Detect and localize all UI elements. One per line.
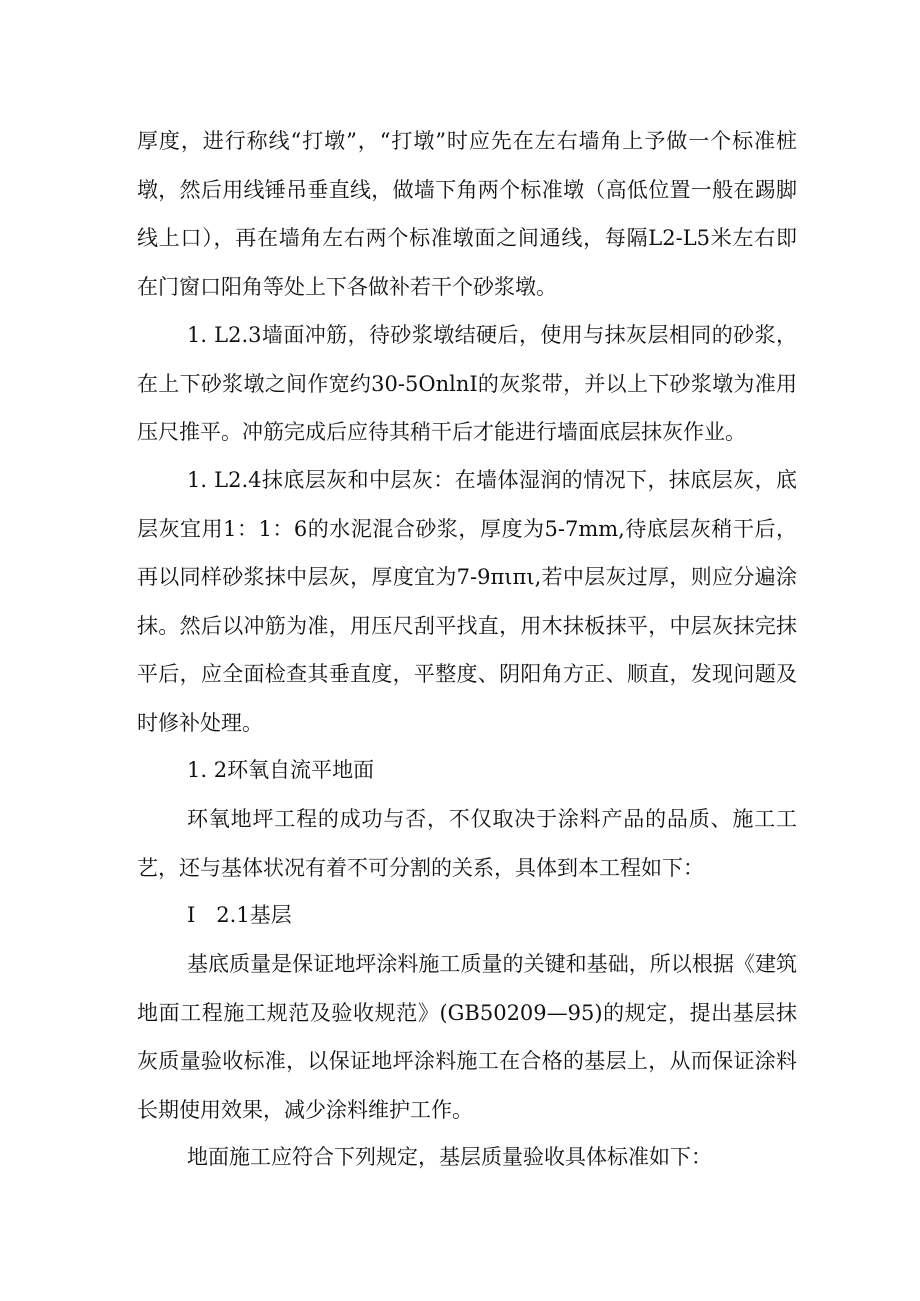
section-heading-base-layer: I 2.1基层 — [187, 903, 292, 927]
paragraph-base-coat: 1. L2.4抹底层灰和中层灰：在墙体湿润的情况下，抹底层灰，底层灰宜用1：1：6的水泥混合砂浆，厚度为5-7mm,待底层灰稍干后，再以同样砂浆抹中层灰，厚度宜为7-9πιπι,若中层灰过厚，则应分遍涂抹。然后以冲筋为准，用压尺刮平找直，用木抹板抹平，中层灰抹完抹平后，应全面检查其垂直度，平整度、阴阳角方正、顺直，发现问题及时修补处理。 — [137, 468, 797, 735]
paragraph-base-quality: 基底质量是保证地坪涂料施工质量的关键和基础，所以根据《建筑地面工程施工规范及验收规范》(GB50209—95)的规定，提出基层抹灰质量验收标准，以保证地坪涂料施工在合格的基层上，从而保证涂料长期使用效果，减少涂料维护工作。 — [137, 952, 797, 1122]
paragraph-acceptance-standard: 地面施工应符合下列规定，基层质量验收具体标准如下： — [187, 1145, 712, 1169]
paragraph-epoxy-intro: 环氧地坪工程的成功与否，不仅取决于涂料产品的品质、施工工艺，还与基体状况有着不可分割的关系，具体到本工程如下： — [137, 807, 797, 880]
paragraph-wall-screed: 1. L2.3墙面冲筋，待砂浆墩结硬后，使用与抹灰层相同的砂浆，在上下砂浆墩之间作宽约30-5OnlnI的灰浆带，并以上下砂浆墩为准用压尺推平。冲筋完成后应待其稍干后才能进行墙面底层抹灰作业。 — [137, 323, 797, 444]
section-heading-epoxy-floor: 1. 2环氧自流平地面 — [187, 758, 375, 782]
paragraph-plastering-thickness: 厚度，进行称线“打墩”，“打墩”时应先在左右墙角上予做一个标准桩墩，然后用线锤吊垂直线，做墙下角两个标准墩（高低位置一般在踢脚线上口），再在墙角左右两个标准墩面之间通线，每隔L2-L5米左右即在门窗口阳角等处上下各做补若干个砂浆墩。 — [137, 129, 797, 299]
